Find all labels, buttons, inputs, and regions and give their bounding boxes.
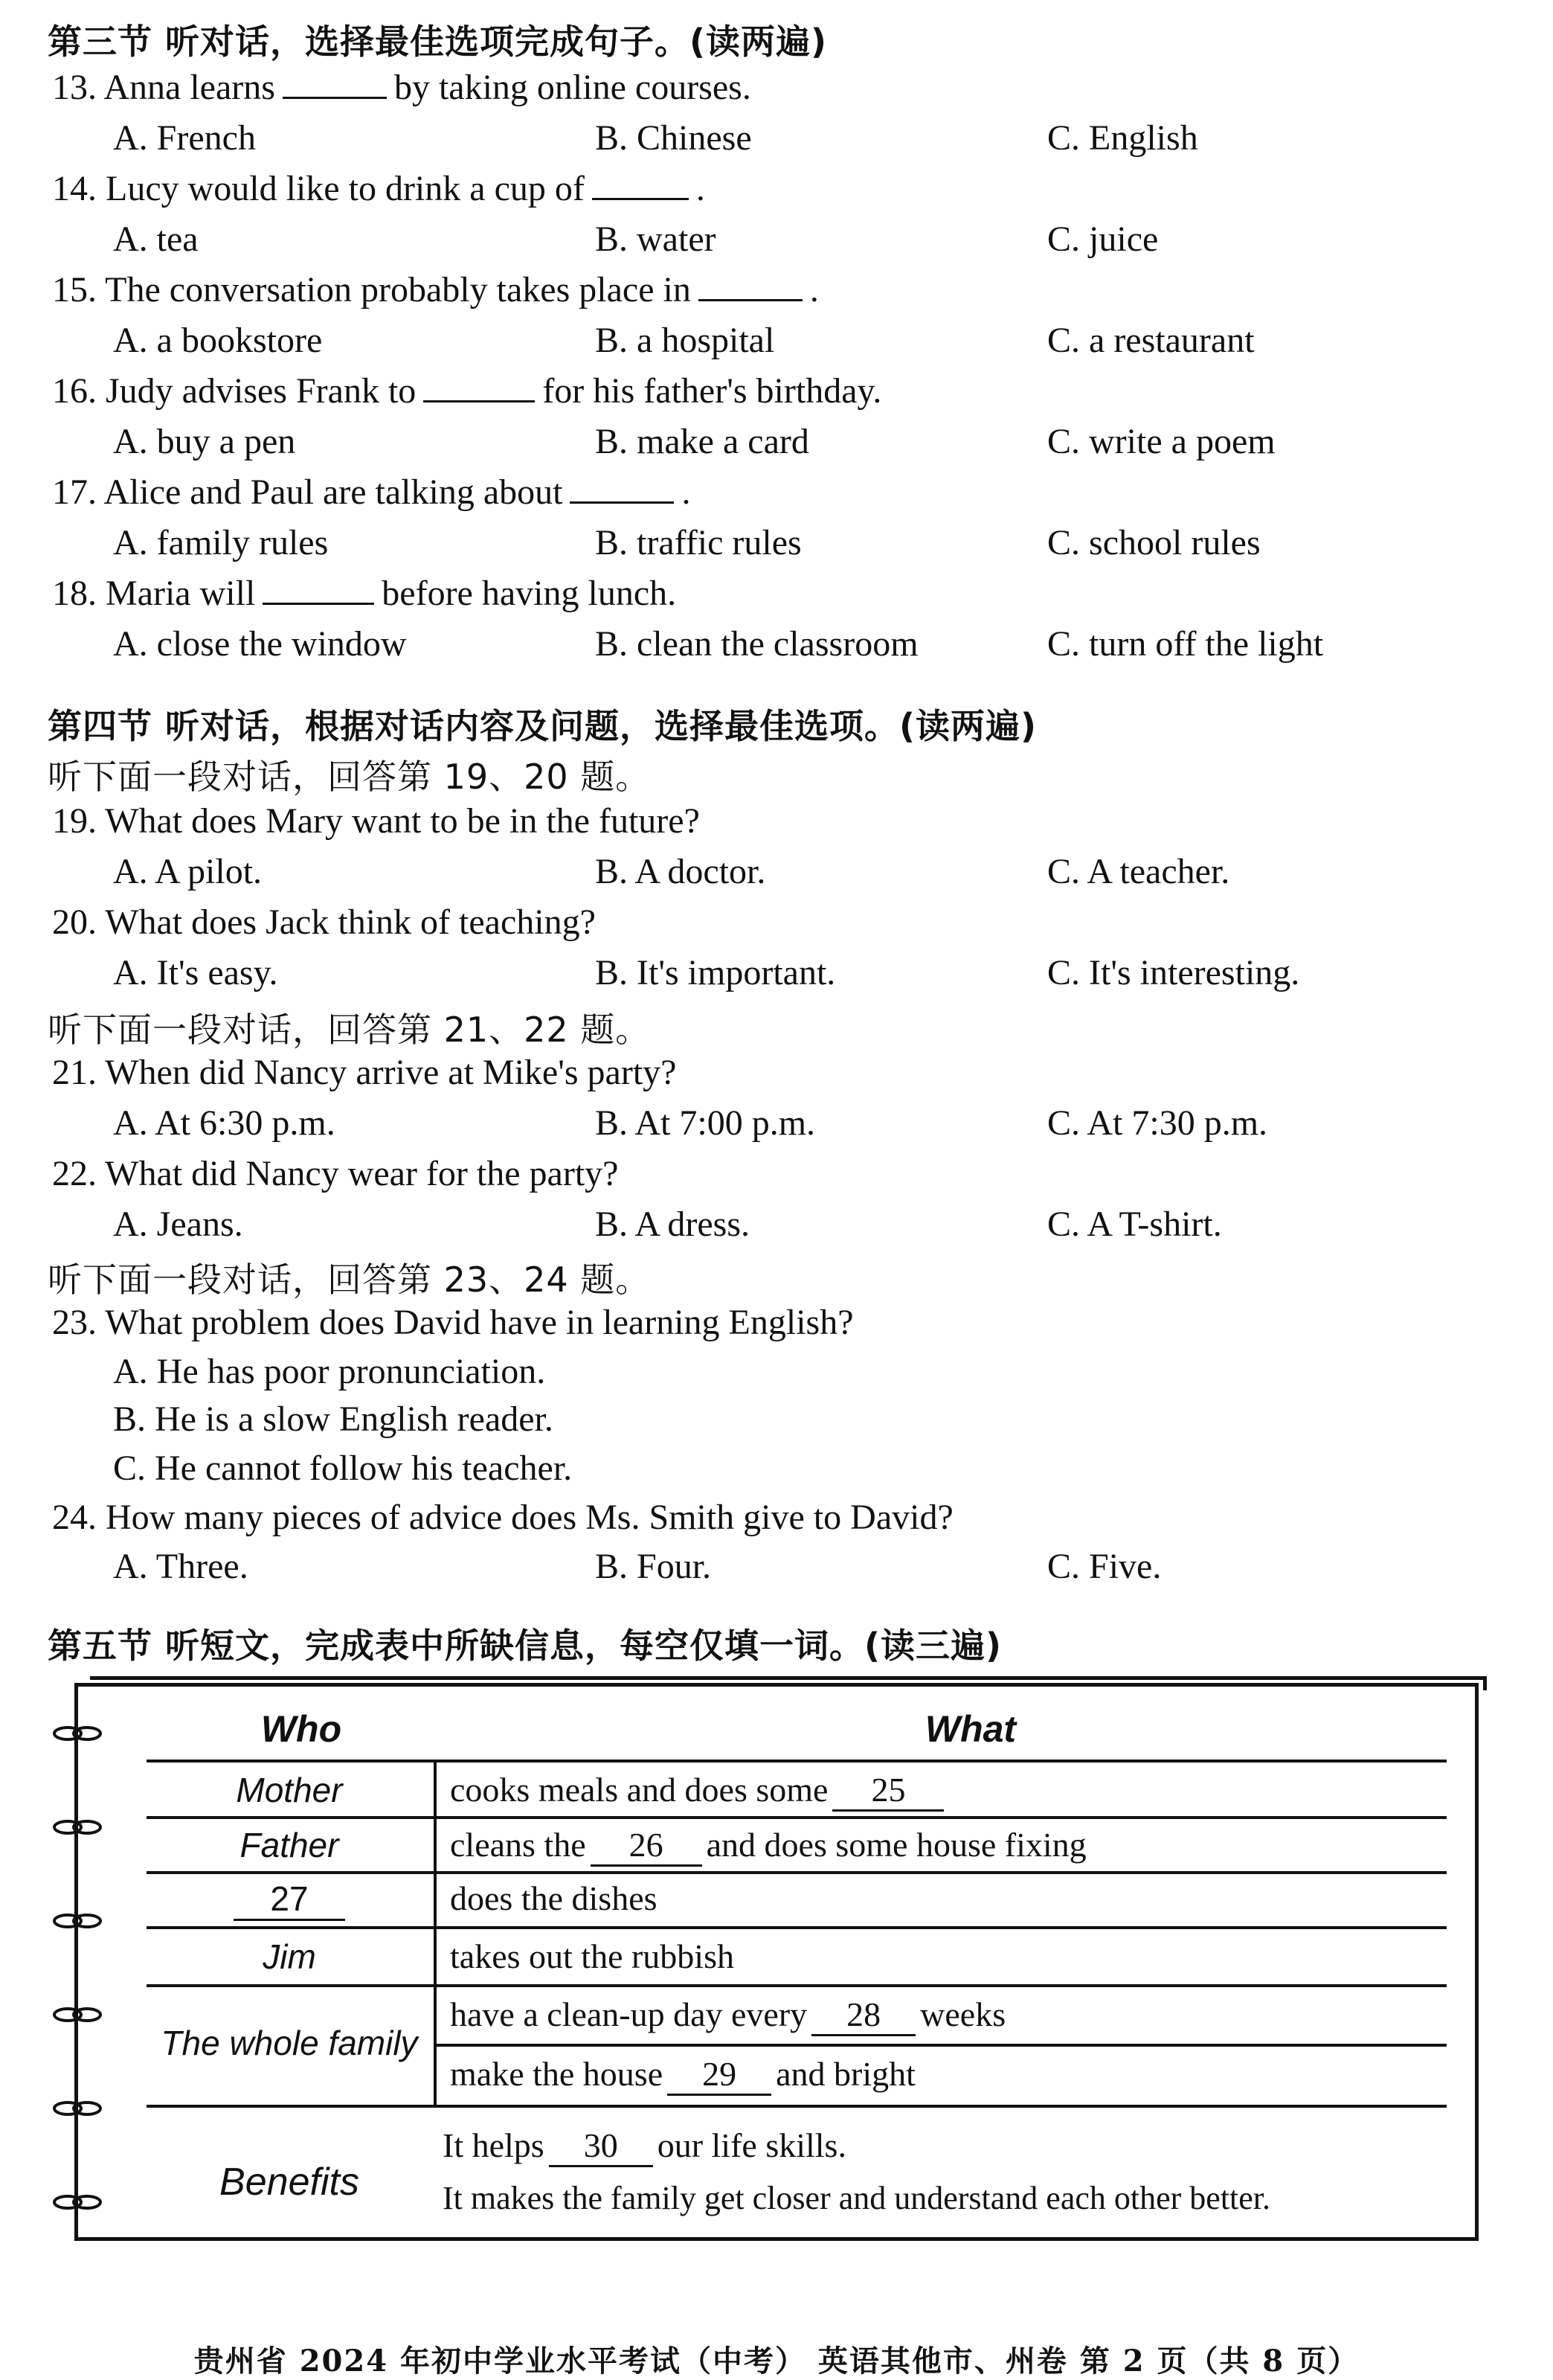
question-19: 19. What does Mary want to be in the future? xyxy=(52,801,700,841)
option-22a: A. Jeans. xyxy=(113,1205,243,1244)
what-family-cleanup: have a clean-up day every 28 weeks xyxy=(450,1995,1006,2036)
table-rule xyxy=(147,2105,1447,2108)
question-21: 21. When did Nancy arrive at Mike's party? xyxy=(52,1053,677,1092)
table-rule xyxy=(147,1871,1447,1874)
blank-26: 26 xyxy=(591,1825,702,1867)
header-what: What xyxy=(925,1708,1017,1750)
benefit-2: It makes the family get closer and understand each other better. xyxy=(443,2180,1271,2216)
question-15: 15. The conversation probably takes place in . xyxy=(52,270,819,309)
table-rule xyxy=(147,1984,1447,1987)
question-23: 23. What problem does David have in learning English? xyxy=(52,1303,854,1342)
notebook-page-edge xyxy=(90,1676,1487,1690)
option-20b: B. It's important. xyxy=(595,953,836,992)
option-13c: C. English xyxy=(1047,118,1198,158)
option-15a: A. a bookstore xyxy=(113,321,323,360)
option-16a: A. buy a pen xyxy=(113,422,296,461)
what-family-house: make the house 29 and bright xyxy=(450,2054,916,2096)
option-14a: A. tea xyxy=(113,219,199,259)
option-23a: A. He has poor pronunciation. xyxy=(113,1352,546,1391)
option-21c: C. At 7:30 p.m. xyxy=(1047,1103,1268,1143)
section-3-title: 第三节 听对话，选择最佳选项完成句子。(读两遍) xyxy=(48,22,828,62)
option-24a: A. Three. xyxy=(113,1547,248,1586)
who-father: Father xyxy=(239,1826,339,1864)
table-rule xyxy=(435,2044,1447,2047)
question-17: 17. Alice and Paul are talking about . xyxy=(52,472,691,512)
spiral-ring-icon xyxy=(51,1725,105,1742)
option-19b: B. A doctor. xyxy=(595,852,766,891)
option-23c: C. He cannot follow his teacher. xyxy=(113,1449,573,1488)
option-24b: B. Four. xyxy=(595,1547,712,1586)
blank-30: 30 xyxy=(549,2126,653,2167)
who-blank-27: 27 xyxy=(147,1879,432,1921)
question-13: 13. Anna learns by taking online courses. xyxy=(52,68,751,107)
option-20a: A. It's easy. xyxy=(113,953,278,992)
option-13b: B. Chinese xyxy=(595,118,752,158)
table-column-divider xyxy=(434,1760,437,2106)
who-jim: Jim xyxy=(263,1937,316,1976)
question-24: 24. How many pieces of advice does Ms. Smith give to David? xyxy=(52,1498,954,1537)
group-23-24-instruction: 听下面一段对话，回答第 23、24 题。 xyxy=(48,1260,651,1300)
option-14c: C. juice xyxy=(1047,219,1159,259)
blank-29: 29 xyxy=(667,2054,771,2096)
question-22: 22. What did Nancy wear for the party? xyxy=(52,1154,619,1193)
group-21-22-instruction: 听下面一段对话，回答第 21、22 题。 xyxy=(48,1010,651,1050)
option-18b: B. clean the classroom xyxy=(595,624,919,664)
blank-28: 28 xyxy=(811,1995,916,2036)
spiral-ring-icon xyxy=(51,1819,105,1835)
what-jim: takes out the rubbish xyxy=(450,1937,734,1975)
benefits-label: Benefits xyxy=(219,2161,359,2204)
option-23b: B. He is a slow English reader. xyxy=(113,1399,553,1439)
option-22c: C. A T-shirt. xyxy=(1047,1205,1222,1244)
spiral-ring-icon xyxy=(51,2007,105,2023)
who-whole-family: The whole family xyxy=(161,2024,418,2062)
option-17b: B. traffic rules xyxy=(595,523,802,562)
option-19a: A. A pilot. xyxy=(113,852,263,891)
option-16c: C. write a poem xyxy=(1047,422,1276,461)
who-mother: Mother xyxy=(236,1771,343,1809)
what-father: cleans the 26 and does some house fixing xyxy=(450,1825,1087,1867)
option-19c: C. A teacher. xyxy=(1047,852,1230,891)
option-18a: A. close the window xyxy=(113,624,407,664)
what-dishes: does the dishes xyxy=(450,1879,657,1917)
blank-25: 25 xyxy=(832,1770,944,1812)
section-5-title: 第五节 听短文，完成表中所缺信息，每空仅填一词。(读三遍) xyxy=(48,1626,1003,1666)
question-16: 16. Judy advises Frank to for his father's birthday. xyxy=(52,371,882,411)
option-22b: B. A dress. xyxy=(595,1205,750,1244)
option-21a: A. At 6:30 p.m. xyxy=(113,1103,335,1143)
table-rule xyxy=(147,1926,1447,1929)
option-14b: B. water xyxy=(595,219,716,259)
benefit-1: It helps 30 our life skills. xyxy=(443,2126,846,2167)
section-4-title: 第四节 听对话，根据对话内容及问题，选择最佳选项。(读两遍) xyxy=(48,706,1038,746)
option-15c: C. a restaurant xyxy=(1047,321,1255,360)
option-20c: C. It's interesting. xyxy=(1047,953,1300,992)
question-14: 14. Lucy would like to drink a cup of . xyxy=(52,169,705,208)
spiral-ring-icon xyxy=(51,2194,105,2210)
option-15b: B. a hospital xyxy=(595,321,775,360)
option-17c: C. school rules xyxy=(1047,523,1261,562)
option-16b: B. make a card xyxy=(595,422,809,461)
spiral-ring-icon xyxy=(51,1913,105,1929)
notebook-table xyxy=(74,1683,1479,2241)
header-who: Who xyxy=(260,1708,342,1750)
table-rule xyxy=(147,1760,1447,1762)
table-rule xyxy=(147,1816,1447,1819)
page-footer: 贵州省 2024 年初中学业水平考试（中考） 英语其他市、州卷 第 2 页（共 8 页） xyxy=(193,2344,1360,2379)
what-mother: cooks meals and does some 25 xyxy=(450,1770,948,1812)
question-20: 20. What does Jack think of teaching? xyxy=(52,902,596,942)
option-13a: A. French xyxy=(113,118,256,158)
group-19-20-instruction: 听下面一段对话，回答第 19、20 题。 xyxy=(48,757,651,797)
option-24c: C. Five. xyxy=(1047,1547,1162,1586)
option-18c: C. turn off the light xyxy=(1047,624,1324,664)
question-18: 18. Maria will before having lunch. xyxy=(52,574,677,613)
option-21b: B. At 7:00 p.m. xyxy=(595,1103,816,1143)
spiral-ring-icon xyxy=(51,2100,105,2117)
option-17a: A. family rules xyxy=(113,523,329,562)
